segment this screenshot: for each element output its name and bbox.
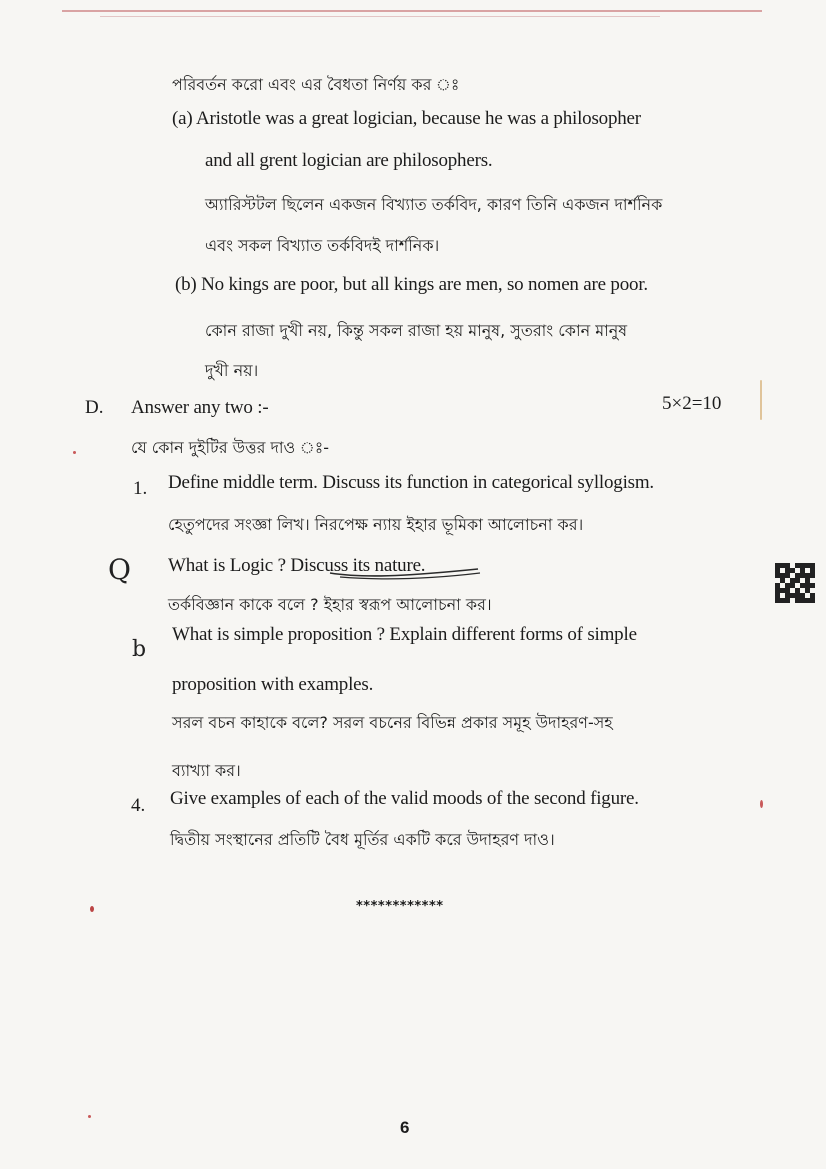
item-a-en-line1: Aristotle was a great logician, because he was a philosopher bbox=[196, 108, 641, 129]
item-b-line1 bbox=[175, 274, 648, 296]
section-marks: 5×2=10 bbox=[662, 393, 722, 414]
item-b-bn-line1: কোন রাজা দুখী নয়, কিন্তু সকল রাজা হয় মানুষ, সুতরাং কোন মানুষ bbox=[205, 321, 628, 340]
question-3-en-line2: proposition with examples. bbox=[172, 674, 374, 695]
top-rule-secondary bbox=[100, 16, 660, 17]
scan-speck bbox=[90, 906, 94, 912]
section-label: D. bbox=[85, 397, 104, 418]
qr-code-icon bbox=[775, 563, 815, 603]
top-rule bbox=[62, 10, 762, 12]
scan-streak bbox=[760, 380, 762, 420]
question-4-number: 4. bbox=[131, 795, 146, 816]
item-a-en-line2: and all grent logician are philosophers. bbox=[205, 150, 493, 171]
instruction-bn: পরিবর্তন করো এবং এর বৈধতা নির্ণয় কর ঃ bbox=[172, 75, 460, 94]
question-1-number: 1. bbox=[133, 478, 148, 499]
question-3-bn-line2: ব্যাখ্যা কর। bbox=[172, 761, 241, 780]
end-marker: ************ bbox=[356, 899, 444, 914]
item-a-label: (a) bbox=[172, 108, 193, 129]
scan-speck bbox=[73, 451, 76, 454]
handwritten-underline bbox=[328, 567, 488, 587]
question-2-en: What is Logic ? Discuss its nature. bbox=[168, 555, 426, 576]
item-a-bn-line1: অ্যারিস্টটল ছিলেন একজন বিখ্যাত তর্কবিদ, কারণ তিনি একজন দার্শনিক bbox=[205, 195, 663, 214]
question-3-bn-line1: সরল বচন কাহাকে বলে? সরল বচনের বিভিন্ন প্রকার সমূহ উদাহরণ-সহ bbox=[172, 713, 613, 732]
question-3-en-line1: What is simple proposition ? Explain different forms of simple bbox=[172, 624, 637, 645]
question-4-en: Give examples of each of the valid moods of the second figure. bbox=[170, 788, 639, 809]
item-a-line1 bbox=[172, 108, 641, 130]
handwritten-tick-mark: b bbox=[132, 637, 147, 662]
question-1-bn: হেতুপদের সংজ্ঞা লিখ। নিরপেক্ষ ন্যায় ইহার ভূমিকা আলোচনা কর। bbox=[168, 515, 584, 534]
item-b-bn-line2: দুখী নয়। bbox=[205, 361, 259, 380]
scan-speck bbox=[760, 800, 763, 808]
section-heading-bn: যে কোন দুইটির উত্তর দাও ঃ- bbox=[131, 438, 329, 457]
item-b-label: (b) bbox=[175, 274, 197, 295]
question-4-bn: দ্বিতীয় সংস্থানের প্রতিটি বৈধ মূর্তির একটি করে উদাহরণ দাও। bbox=[170, 830, 555, 849]
question-2-number bbox=[133, 558, 147, 580]
question-2-bn: তর্কবিজ্ঞান কাকে বলে ? ইহার স্বরূপ আলোচনা কর। bbox=[168, 595, 492, 614]
scan-speck bbox=[88, 1115, 91, 1118]
handwritten-circle-mark: Q bbox=[108, 553, 131, 586]
item-b-en-line1: No kings are poor, but all kings are men, so nomen are poor. bbox=[201, 274, 648, 295]
section-heading-en: Answer any two :- bbox=[131, 397, 269, 418]
question-1-en: Define middle term. Discuss its function in categorical syllogism. bbox=[168, 472, 654, 493]
page-number: 6 bbox=[400, 1118, 410, 1137]
item-a-bn-line2: এবং সকল বিখ্যাত তর্কবিদই দার্শনিক। bbox=[205, 236, 440, 255]
